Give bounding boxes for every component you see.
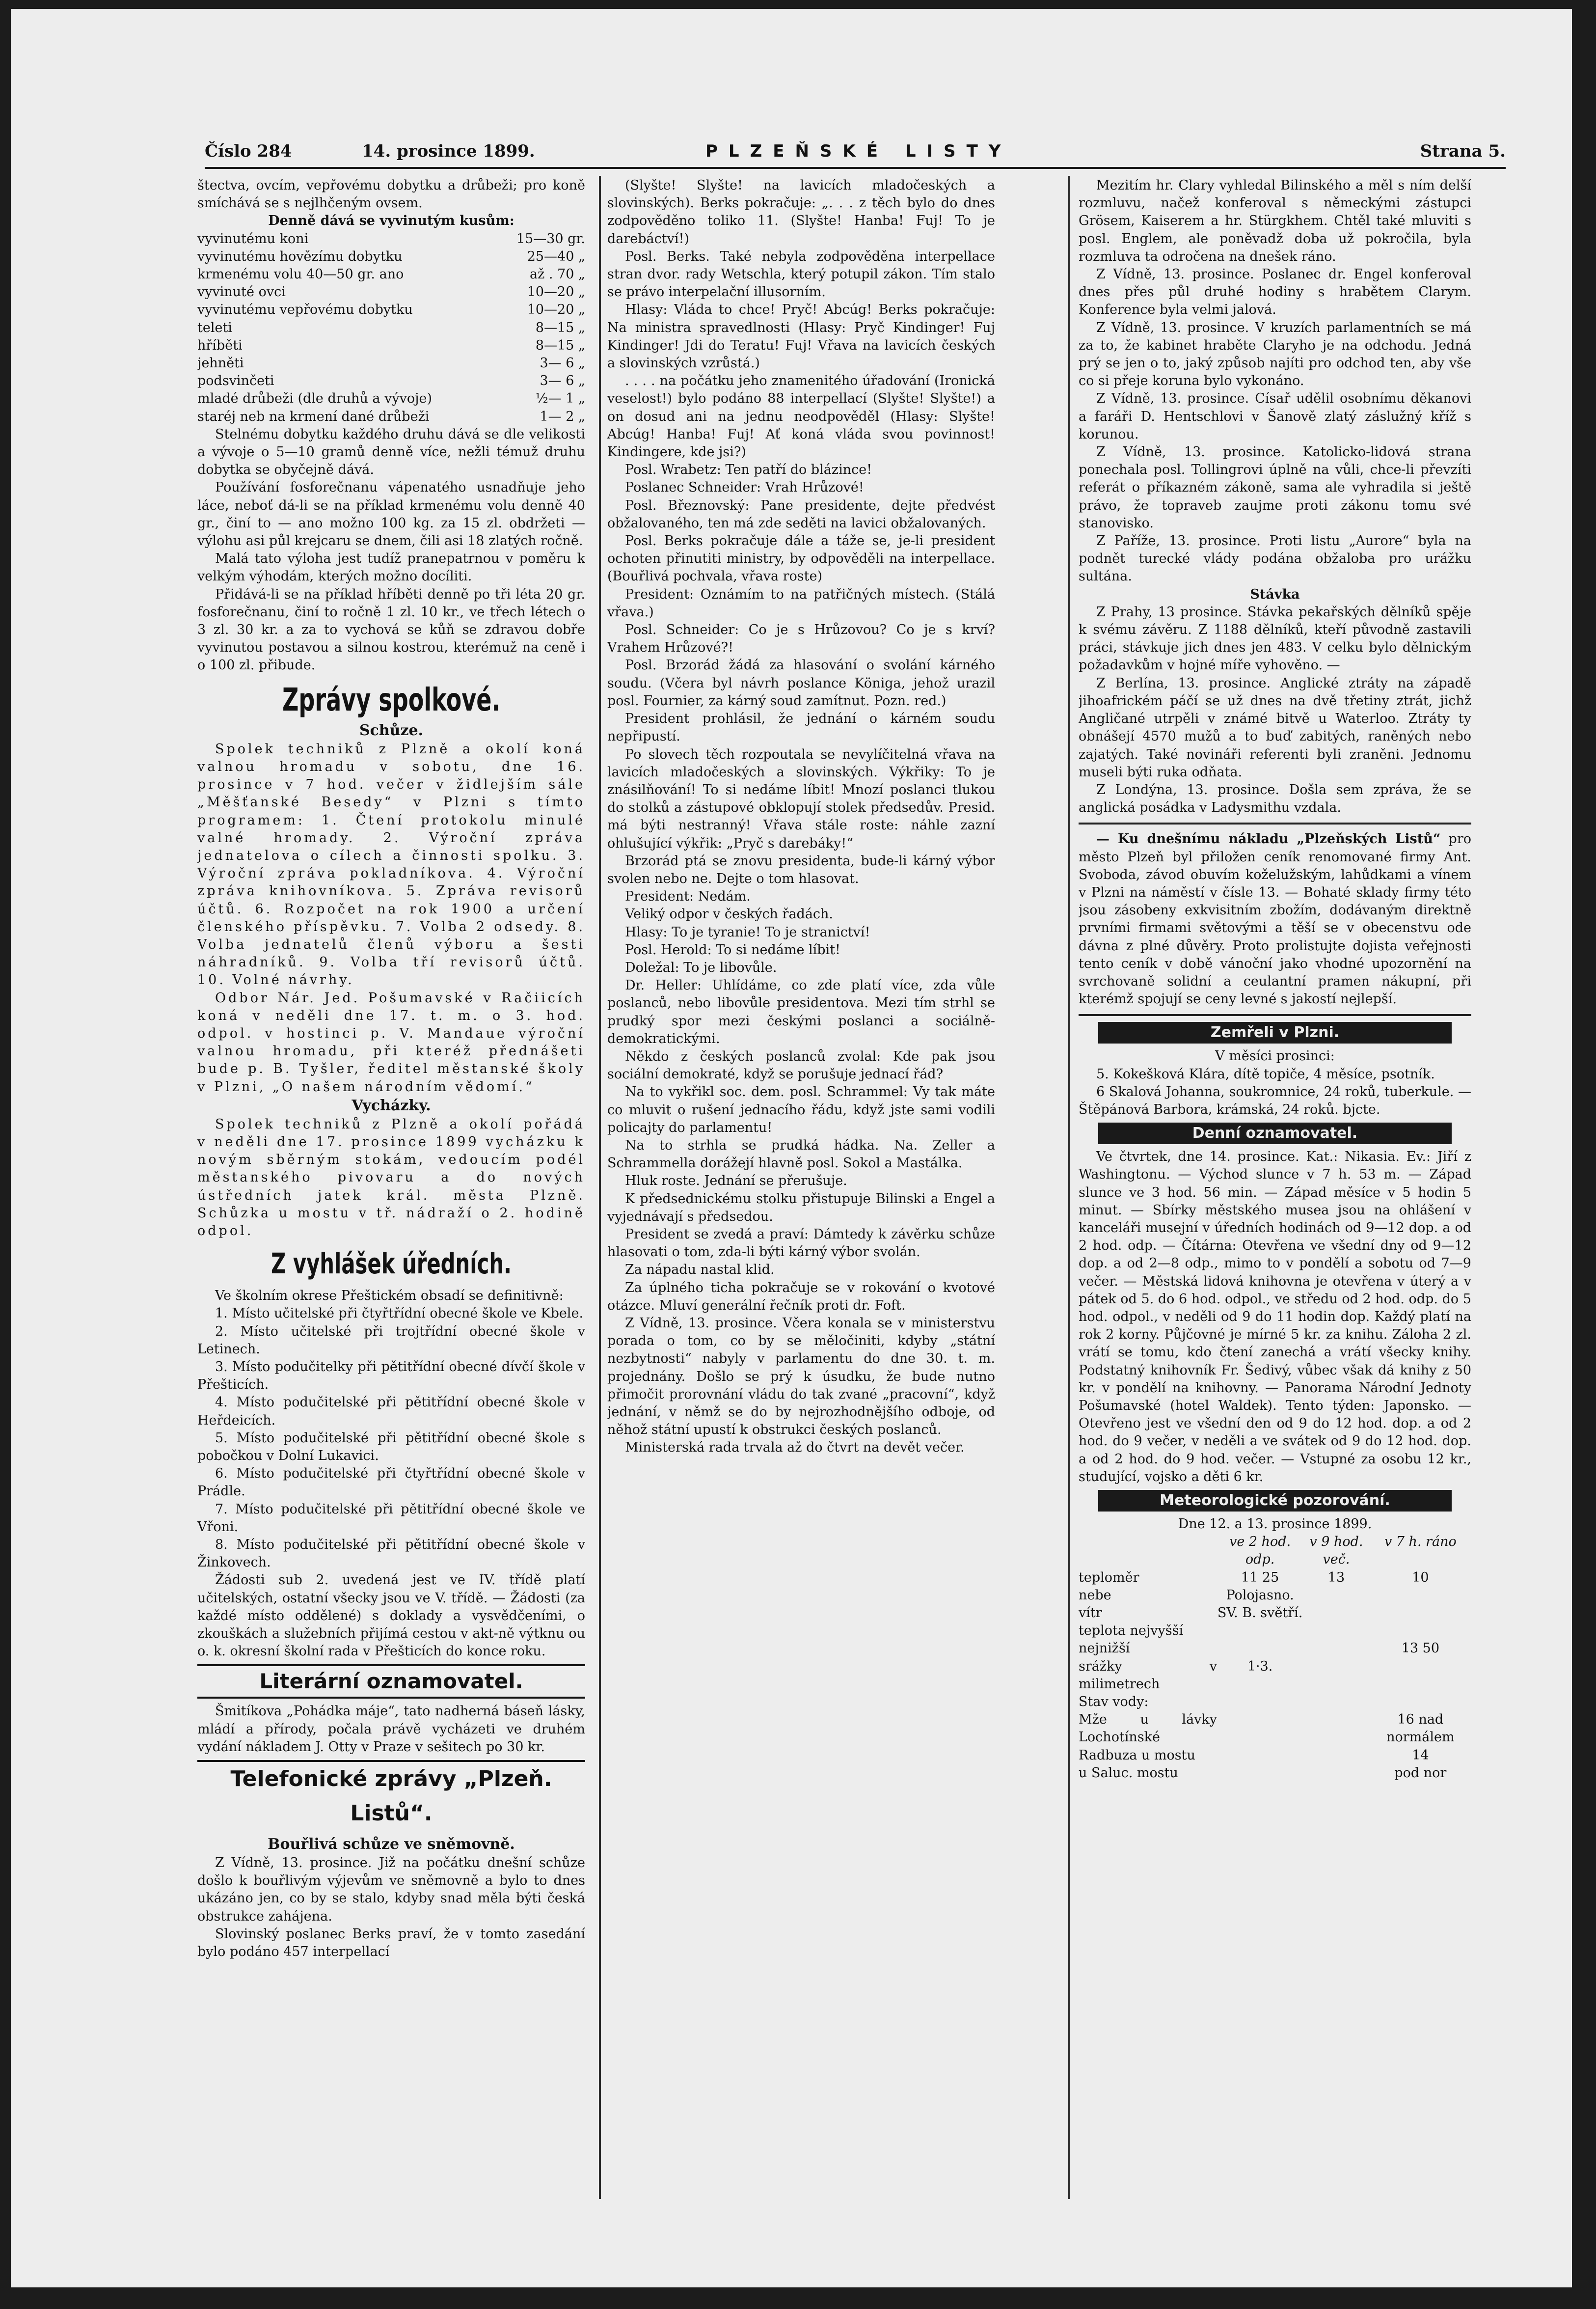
market-row [197, 283, 585, 301]
article-paragraph: Posl. Schneider: Co je s Hrůzovou? Co je s krví? Vrahem Hrůzové?! [607, 622, 995, 656]
article-paragraph: President: Nedám. [625, 889, 751, 905]
news-paragraph: Z Vídně, 13. prosince. V kruzích parlamentních se má za to, že kabinet hraběte Claryho je na odchodu. Jedná prý se jen o to, jaký způsob najíti pro odchod ten, aby vše co si přeje koruna bylo vykonáno. [1079, 320, 1471, 389]
market-label: mladé drůbeži (dle druhů a vývoje) [197, 391, 432, 407]
market-label: jehněti [197, 356, 244, 371]
market-label: vyvinuté ovci [197, 284, 286, 300]
section-title-zemreli: Zemřeli v Plzni. [1098, 1022, 1452, 1044]
market-label: vyvinutému vepřovému dobytku [197, 302, 413, 318]
issue-date: 14. prosince 1899. [362, 141, 535, 161]
meteo-value [1303, 1622, 1370, 1640]
market-paragraph: Stelnému dobytku každého druhu dává se dle velikosti a vývoje o 5—10 gramů denně více, nežli témuž druhu dobytka se obyčejně dává. [197, 426, 585, 478]
article-paragraph: Veliký odpor v českých řadách. [625, 907, 834, 922]
ad-title: — Ku dnešnímu nákladu „Plzeňských Listů“ [1096, 831, 1441, 847]
divider [1079, 1014, 1471, 1016]
vyhlasek-item: 1. Místo učitelské při čtyřtřídní obecné škole ve Kbele. [215, 1306, 584, 1321]
vyhlasek-list [197, 1305, 585, 1571]
article-paragraph: Za úplného ticha pokračuje se v rokování o kvotové otázce. Mluví generální řečník proti dr. Foft. [607, 1280, 995, 1313]
meteo-col-header: v 7 h. ráno [1384, 1534, 1457, 1550]
meteo-value: 11 25 [1241, 1569, 1279, 1585]
column-rule-1 [599, 176, 601, 2199]
column-3 [1079, 177, 1471, 2229]
ad-paragraph: — Ku dnešnímu nákladu „Plzeňských Listů“ pro město Plzeň byl přiložen ceník renomované firmy Ant. Svoboda, závod obuvím koželužským, lahůdkami a vínem v Plzni na náměstí v čísle 13. — Bohaté sklady firmy této jsou zásobeny exkvisitním zbožím, dodávaným direktně prvními firmami světovými a těší se v obecenstvu ode dávna z plné důvěry. Proto prolistujte dojista veřejnosti tento ceník v době vánoční jako vhodné upozornění na svrchovaně solidní a ceulantní pramen nákupní, při kterémž spojují se ceny levné s jakostí nejlepší. [1079, 831, 1471, 1007]
meteo-col-header: v 9 hod. več. [1309, 1534, 1363, 1567]
article-paragraph: Za nápadu nastal klid. [625, 1262, 775, 1278]
meteo-value: 10 [1412, 1569, 1429, 1585]
section-title-literarni: Literární oznamovatel. [197, 1664, 585, 1699]
subsection-telefon: Bouřlivá schůze ve sněmovně. [268, 1836, 515, 1853]
news-paragraph: Z Berlína, 13. prosince. Anglické ztráty na západě jihoafrickém páčí se už dnes na dvě třetiny ztrát, jichž Angličané utrpěli v známé bitvě u Waterloo. Ztráty ty obnášejí 4570 mužů a to buď zabitých, raněných nebo zajatých. Také novináři referenti byli zraněni. Jednomu museli býti ruka odňata. [1079, 675, 1471, 780]
market-value: 3— 6 „ [540, 373, 585, 389]
market-label: staréj neb na krmení dané drůbeži [197, 409, 430, 424]
article-paragraph: Ministerská rada trvala až do čtvrt na devět večer. [625, 1440, 965, 1456]
vyhlasek-item: 3. Místo podučitelky při pětitřídní obecné dívčí škole v Přešticích. [197, 1359, 585, 1393]
article-paragraph: (Slyšte! Slyšte! na lavicích mladočeských a slovinských). Berks pokračuje: „. . . z těch bylo do dnes zodpověděno toliko 11. (Slyšte! Hanba! Fuj! To je darebáctví!) [607, 178, 995, 247]
meteo-label: teploměr [1079, 1569, 1139, 1585]
meteo-value [1370, 1658, 1471, 1693]
market-paragraph: Malá tato výloha jest tudíž pranepatrnou v poměru k velkým výhodám, kterých možno docíliti. [197, 551, 585, 584]
article-paragraph: President: Oznámím to na patřičných místech. (Stálá vřava.) [607, 586, 995, 620]
news-paragraph: Z Londýna, 13. prosince. Došla sem zpráva, že se anglická posádka v Ladysmithu vzdala. [1079, 782, 1471, 816]
meteo-row [1079, 1587, 1471, 1604]
column-1 [197, 177, 585, 2229]
market-label: teleti [197, 320, 232, 335]
meteo-row [1079, 1640, 1471, 1657]
article-paragraph: Posl. Herold: To si nedáme líbit! [625, 942, 840, 958]
meteo-value [1303, 1604, 1370, 1622]
meteo-label: Radbuza u mostu [1079, 1747, 1195, 1763]
vyhlasek-outro: Žádosti sub 2. uvedená jest ve IV. třídě platí učitelských, ostatní všecky jsou ve V. třídě. — Žádosti (za každé místo oddělené) s doklady a vysvědčeními, o zkouškách a služebních přijímá cestou v akt-ně výtknu ou o. k. okresní školní rada v Přešticích do konce roku. [197, 1572, 585, 1659]
article-paragraph: Hluk roste. Jednání se přerušuje. [625, 1173, 847, 1189]
article-paragraph: Spolek techniků z Plzně a okolí pořádá v neděli dne 17. prosince 1899 vycházku k novým sběrným stokám, vedoucím podél městanského pivovaru a do nových ústředních jatek král. města Plzně. Schůzka u mostu v tř. nádraží o 2. hodině odpol. [197, 1116, 585, 1238]
meteo-label: srážky v milimetrech [1079, 1658, 1217, 1692]
meteo-row [1079, 1658, 1471, 1693]
vyhlasek-item: 2. Místo učitelské při trojtřídní obecné škole v Letinech. [197, 1323, 585, 1357]
market-row [197, 319, 585, 337]
market-value: 1— 2 „ [540, 409, 585, 424]
article-paragraph: Hlasy: To je tyranie! To je stranictví! [625, 924, 870, 940]
meteo-value [1303, 1658, 1370, 1693]
subsection-schuze: Schůze. [359, 721, 424, 739]
news-paragraph: Z Vídně, 13. prosince. Císař udělil osobnímu děkanovi a faráři D. Hentschlovi v Šanově zlatý záslužný kříž s korunou. [1079, 391, 1471, 442]
page-header [205, 137, 1506, 169]
meteo-value: 13 50 [1401, 1641, 1440, 1656]
article-paragraph: Hlasy: Vláda to chce! Pryč! Abcúg! Berks pokračuje: Na ministra spravedlnosti (Hlasy: Pryč Kindinger! Fuj Kindinger! Jdi do Teratu! Fuj! Vřava na lavicích českých a slovinských vzrůstá.) [607, 302, 995, 371]
article-paragraph: Dr. Heller: Uhlídáme, co zde platí více, zda vůle poslanců, nebo libovůle presidentova. Mezi tím strhl se prudký spor mezi českými poslanci a sociálně-demokratickými. [607, 978, 995, 1046]
meteo-value [1217, 1764, 1303, 1782]
article-paragraph: Brzorád ptá se znovu presidenta, bude-li kárný výbor svolen nebo ne. Dejte o tom hlasovat. [607, 853, 995, 886]
zemreli-item: 6 Skalová Johanna, soukromnice, 24 roků, tuberkule. — Štěpánová Barbora, krámská, 24 roků. bjcte. [1079, 1084, 1471, 1117]
meteo-label: Stav vody: [1079, 1694, 1149, 1710]
market-value: až . 70 „ [530, 267, 585, 282]
article-paragraph: Spolek techniků z Plzně a okolí koná valnou hromadu v sobotu, dne 16. prosince v 7 hod. večer v židlejším sále „Měšťanské Besedy“ v Plzni s tímto programem: 1. Čtení protokolu minulé valné hromady. 2. Výroční zpráva jednatelova o cílech a činnosti spolku. 3. Výroční zpráva pokladníkova. 4. Výroční zpráva knihovníkova. 5. Zpráva revisorů účtů. 6. Rozpočet na rok 1900 a určení členského příspěvku. 7. Volba 2 odsedy. 8. Volba jednatelů členů výboru a šesti náhradníků. 9. Volba tří revisorů účtů. 10. Volné návrhy. [197, 741, 585, 988]
market-row [197, 408, 585, 426]
meteo-value [1217, 1622, 1303, 1640]
meteo-value [1370, 1693, 1471, 1711]
meteo-value: 13 [1327, 1569, 1345, 1585]
meteo-value: pod nor [1394, 1765, 1447, 1781]
article-paragraph: . . . . na počátku jeho znamenitého úřadování (Ironická veselost!) bylo podáno 88 interpellací (Slyšte! Slyšte!) a on dosud ani na jednu neodpověděl (Hlasy: Slyšte! Abcúg! Hanba! Fuj! Ať koná vláda svou povinnost! Kindingere, kde jsi?) [607, 373, 995, 460]
meteo-value: 16 nad normálem [1386, 1712, 1455, 1745]
divider [1079, 823, 1471, 825]
meteo-row [1079, 1622, 1471, 1640]
zemreli-item: 5. Kokešková Klára, dítě topiče, 4 měsíce, psotník. [1096, 1066, 1435, 1082]
vyhlasek-item: 6. Místo podučitelské při čtyřtřídní obecné škole v Prádle. [197, 1466, 585, 1499]
masthead-title: PLZEŇSKÉ LISTY [705, 141, 1012, 161]
vyhlasek-item: 7. Místo podučitelské při pětitřídní obecné škole ve Vřoni. [197, 1501, 585, 1535]
news-paragraph: Z Paříže, 13. prosince. Proti listu „Aurore“ byla na podnět turecké vlády podána obžaloba pro urážku sultána. [1079, 533, 1471, 584]
article-paragraph: President prohlásil, že jednání o kárném soudu nepřipustí. [607, 711, 995, 744]
section-title-spolkove: Zprávy spolkové. [282, 682, 501, 718]
issue-number: Číslo 284 [205, 141, 292, 161]
meteo-value [1217, 1693, 1303, 1711]
meteo-value [1303, 1640, 1370, 1657]
meteo-label: Mže u lávky Lochotínské [1079, 1712, 1217, 1745]
market-value: 8—15 „ [535, 337, 585, 353]
market-value: 3— 6 „ [540, 356, 585, 371]
article-paragraph: Někdo z českých poslanců zvolal: Kde pak jsou sociální demokraté, když se porušuje jednací řád? [607, 1048, 995, 1082]
news-paragraph: Z Vídně, 13. prosince. Poslanec dr. Engel konferoval dnes přes půl druhé hodiny s hrabětem Clarym. Konference byla velmi jalová. [1079, 267, 1471, 318]
meteo-row [1079, 1604, 1471, 1622]
meteo-date: Dne 12. a 13. prosince 1899. [1178, 1516, 1372, 1532]
meteo-col-header: ve 2 hod. odp. [1229, 1534, 1291, 1567]
meteo-value [1217, 1640, 1303, 1657]
article-paragraph: K předsednickému stolku přistupuje Bilinski a Engel a vyjednávají s předsedou. [607, 1191, 995, 1224]
article-paragraph: Poslanec Schneider: Vrah Hrůzové! [625, 480, 864, 495]
vyhlasek-item: 4. Místo podučitelské při pětitřídní obecné škole v Heřdeicích. [197, 1395, 585, 1428]
meteo-label: vítr [1079, 1605, 1102, 1621]
news-paragraph: Z Vídně, 13. prosince. Katolicko-lidová strana ponechala posl. Tollingrovi úplně na vůli, chce-li převzíti referát o příkazném zákoně, sama ale vyhradila si ještě právo, že topraveb zaujme proti zákonu tomu své stanovisko. [1079, 444, 1471, 531]
article-paragraph: Na to strhla se prudká hádka. Na. Zeller a Schrammella dorážejí hlavně posl. Sokol a Mastálka. [607, 1137, 995, 1171]
subsection-vychazky: Vycházky. [352, 1097, 431, 1114]
telefon-paragraph: Z Vídně, 13. prosince. Již na počátku dnešní schůze došlo k bouřlivým výjevům ve sněmovně a bylo to dnes ukázáno jen, co by se stalo, kdyby snad měla býti česká obstrukce zahájena. [197, 1855, 585, 1924]
article-paragraph: President se zvedá a praví: Dámtedy k závěrku schůze hlasovati o tom, zda-li býti kárný výbor svolán. [607, 1226, 995, 1260]
news-paragraph: Mezitím hr. Clary vyhledal Bilinského a měl s ním delší rozmluvu, načež konferoval s německými zástupci Grösem, Kaiserem a hr. Stürgkhem. Chtěl také mluviti s posl. Englem, ale poněvadž doba už pokročila, byla rozmluva ta odročena na dnešek ráno. [1079, 178, 1471, 264]
market-paragraph: Přidává-li se na příklad hříběti denně po tři léta 20 gr. fosforečnanu, činí to ročně 1 zl. 10 kr., ve třech létech o 3 zl. 30 kr. a za to vychová se kůň se zdravou dobře vyvinutou postavou a silnou kostrou, kterémuž na ceně i o 100 zl. přibude. [197, 586, 585, 673]
meteo-row [1079, 1569, 1471, 1587]
article-paragraph: Posl. Brzorád žádá za hlasování o svolání kárného soudu. (Včera byl návrh poslance Königa, jehož urazil posl. Fournier, za kárný soud zamítnut. Pozn. red.) [607, 658, 995, 709]
market-value: 25—40 „ [527, 248, 585, 264]
market-row [197, 266, 585, 283]
meteo-value [1303, 1693, 1370, 1711]
article-paragraph: Doležal: To je libovůle. [625, 960, 777, 975]
meteo-label: nebe [1079, 1587, 1111, 1603]
vyhlasek-item: 8. Místo podučitelské při pětitřídní obecné škole v Žinkovech. [197, 1537, 585, 1570]
zemreli-sub: V měsíci prosinci: [1215, 1048, 1335, 1064]
meteo-row [1079, 1764, 1471, 1782]
meteo-row [1079, 1747, 1471, 1764]
vyhlasek-item: 5. Místo podučitelské při pětitřídní obecné škole s pobočkou v Dolní Lukavici. [197, 1430, 585, 1463]
meteo-value [1303, 1587, 1370, 1604]
meteo-label: u Saluc. mostu [1079, 1765, 1178, 1781]
meteo-value: SV. B. světří. [1217, 1605, 1303, 1621]
market-value: 15—30 gr. [516, 231, 585, 247]
article-paragraph: Po slovech těch rozpoutala se nevylíčitelná vřava na lavicích mladočeských a slovinských. Výkřiky: To je znásilňování! To si nedáme líbit! Mnozí poslanci tlukou do stolků a zástupové obklopují stolek předsedův. Presid. má býti nestranný! Vřava stále roste: náhle zazní ohlušující výkřik: „Pryč s darebáky!“ [607, 746, 995, 851]
oznamovatel-paragraph: Ve čtvrtek, dne 14. prosince. Kat.: Nikasia. Ev.: Jiří z Washingtonu. — Východ slunce v 7 h. 53 m. — Západ slunce ve 3 hod. 56 min. — Západ měsíce v 5 hodin 5 minut. — Sbírky městského musea jsou na ohlášení v kanceláři musejní v úředních hodinách od 9—12 dop. a od 2 hod. odp. — Čítárna: Otevřena ve všední dny od 9—12 dop. a od 2—8 odp., mimo to v pondělí a sobotu od 7—9 večer. — Městská lidová knihovna je otevřena v úterý a v pátek od 5. do 6 hod. odpol., ve středu od 2 hod. odp. do 5 hod. odpol., v neděli od 9 do 11 hodin dop. Každý platí na rok 2 korny. Půjčovné je mírné 5 kr. za knihu. Záloha 2 zl. vrátí se tomu, kdo čtení zanechá a vrátí všecky knihy. Podstatný knihovník Fr. Šedivý, vůbec však dá knihy z 50 kr. v pondělí na knihovny. — Panorama Národní Jednoty Pošumavské (hotel Waldek). Tento týden: Japonsko. — Otevřeno jest ve všední den od 9 do 12 hod. dop. a od 2 hod. do 9 večer, v neděli a ve svátek od 9 do 12 hod. dop. a od 2 hod. do 9 hod. večer. — Vstupné za osobu 12 kr., studující, vojsko a děti 6 kr. [1079, 1149, 1471, 1484]
telefon-paragraph: Slovinský poslanec Berks praví, že v tomto zasedání bylo podáno 457 interpellací [197, 1926, 585, 1960]
section-title-meteo: Meteorologické pozorování. [1098, 1490, 1452, 1512]
market-table [197, 230, 585, 426]
market-paragraph: Používání fosforečnanu vápenatého usnadňuje jeho láce, neboť dá-li se na příklad krmenému volu denně 40 gr., činí to — ano možno 100 kg. za 15 zl. obdržeti — výlohu asi půl krejcaru se dnem, čili asi 18 zlatých ročně. [197, 480, 585, 549]
meteo-row [1079, 1693, 1471, 1711]
meteo-value: 1·3. [1247, 1658, 1273, 1674]
section-title-vyhlasek: Z vyhlášek úředních. [271, 1247, 512, 1281]
market-row [197, 248, 585, 266]
market-row [197, 337, 585, 355]
page-number: Strana 5. [1420, 141, 1506, 161]
market-row [197, 301, 585, 319]
vyhlasek-intro: Ve školním okrese Přeštickém obsadí se definitivně: [215, 1288, 564, 1304]
article-paragraph: Posl. Březnovský: Pane presidente, dejte předvést obžalovaného, ten má zde seděti na lavici obžalovaných. [607, 497, 995, 531]
market-row [197, 230, 585, 248]
zemreli-list [1079, 1066, 1471, 1119]
section-title-oznamovatel: Denní oznamovatel. [1098, 1123, 1452, 1144]
market-top: štectva, ovcím, vepřovému dobytku a drůbeži; pro koně smíchává se s nejlhčeným ovsem. [197, 178, 585, 211]
article-paragraph: Posl. Berks. Také nebyla zodpověděna interpellace stran dvor. rady Wetschla, který potupil zákon. Tím stalo se právo interpelační illusorním. [607, 248, 995, 300]
market-label: vyvinutému hovězímu dobytku [197, 248, 403, 264]
meteo-label: teplota nejvyšší [1079, 1623, 1184, 1639]
stavka-label: Stávka [1250, 586, 1300, 602]
meteo-value: Polojasno. [1226, 1587, 1294, 1603]
news-list [1079, 177, 1471, 817]
market-value: 10—20 „ [527, 302, 585, 318]
market-label: krmenému volu 40—50 gr. ano [197, 267, 404, 282]
section-title-telefon: Telefonické zprávy „Plzeň. Listů“. [197, 1760, 585, 1831]
article-paragraph: Z Vídně, 13. prosince. Včera konala se v ministerstvu porada o tom, co by se měločiniti, kdyby „státní nezbytnosti“ nabyly v parlamentu do dne 30. t. m. projednány. Došlo se prý k úsudku, že bude nutno přimočit prorovnání vládu do tak zvané „pracovní“, když jednání, v němž se do by nejrozhodnějšího odboje, od něhož státní upustí k obstrukci českých poslanců. [607, 1316, 995, 1438]
meteo-value [1370, 1587, 1471, 1604]
meteo-value [1217, 1711, 1303, 1746]
market-label: hříběti [197, 337, 243, 353]
market-row [197, 355, 585, 372]
meteo-row [1079, 1711, 1471, 1746]
market-value: 10—20 „ [527, 284, 585, 300]
market-value: 8—15 „ [535, 320, 585, 335]
article-paragraph: Posl. Berks pokračuje dále a táže se, je-li president ochoten přinutiti ministry, by odpověděli na interpellace. (Bouřlivá pochvala, vřava roste) [607, 533, 995, 584]
meteo-label: nejnižší [1079, 1641, 1130, 1656]
column-2 [607, 177, 995, 2229]
news-paragraph: Z Prahy, 13 prosince. Stávka pekařských dělníků spěje k svému závěru. Z 1188 dělníků, kteří původně zastavili práci, stávkuje jich dnes jen 483. V celku bylo dělnickým požadavkům v hojné míře vyhověno. — [1079, 604, 1471, 673]
article-paragraph: Odbor Nár. Jed. Pošumavské v Račiicích koná v neděli dne 17. t. m. o 3. hod. odpol. v hostinci p. V. Mandaue výroční valnou hromadu, při kteréž přednášeti bude p. B. Tyšler, ředitel městanské školy v Plzni, „O našem národním vědomí.“ [197, 990, 585, 1095]
market-label: vyvinutému koni [197, 231, 309, 247]
market-label: podsvinčeti [197, 373, 274, 389]
market-row [197, 372, 585, 390]
market-row [197, 390, 585, 408]
meteo-value: 14 [1412, 1747, 1429, 1763]
meteo-table [1079, 1533, 1471, 1782]
column-rule-2 [1068, 176, 1070, 2199]
market-daily-title: Denně dává se vyvinutým kusům: [268, 213, 514, 229]
article-paragraph: Posl. Wrabetz: Ten patří do blázince! [625, 462, 872, 478]
market-value: ½— 1 „ [535, 391, 585, 407]
meteo-value [1217, 1747, 1303, 1764]
meteo-value [1303, 1764, 1370, 1782]
meteo-value [1370, 1604, 1471, 1622]
newspaper-page [11, 9, 1572, 2287]
article-paragraph: Na to vykřikl soc. dem. posl. Schrammel: Vy tak máte co mluvit o rušení jednacího řádu, když jste sami vodili policajty do parlamentu! [607, 1084, 995, 1135]
meteo-value [1303, 1711, 1370, 1746]
meteo-value [1303, 1747, 1370, 1764]
literarni-paragraph: Šmitíkova „Pohádka máje“, tato nadherná báseň lásky, mládí a přírody, počala právě vycházeti ve druhém vydání nákladem J. Otty v Praze v sešitech po 30 kr. [197, 1704, 585, 1755]
meteo-value [1370, 1622, 1471, 1640]
